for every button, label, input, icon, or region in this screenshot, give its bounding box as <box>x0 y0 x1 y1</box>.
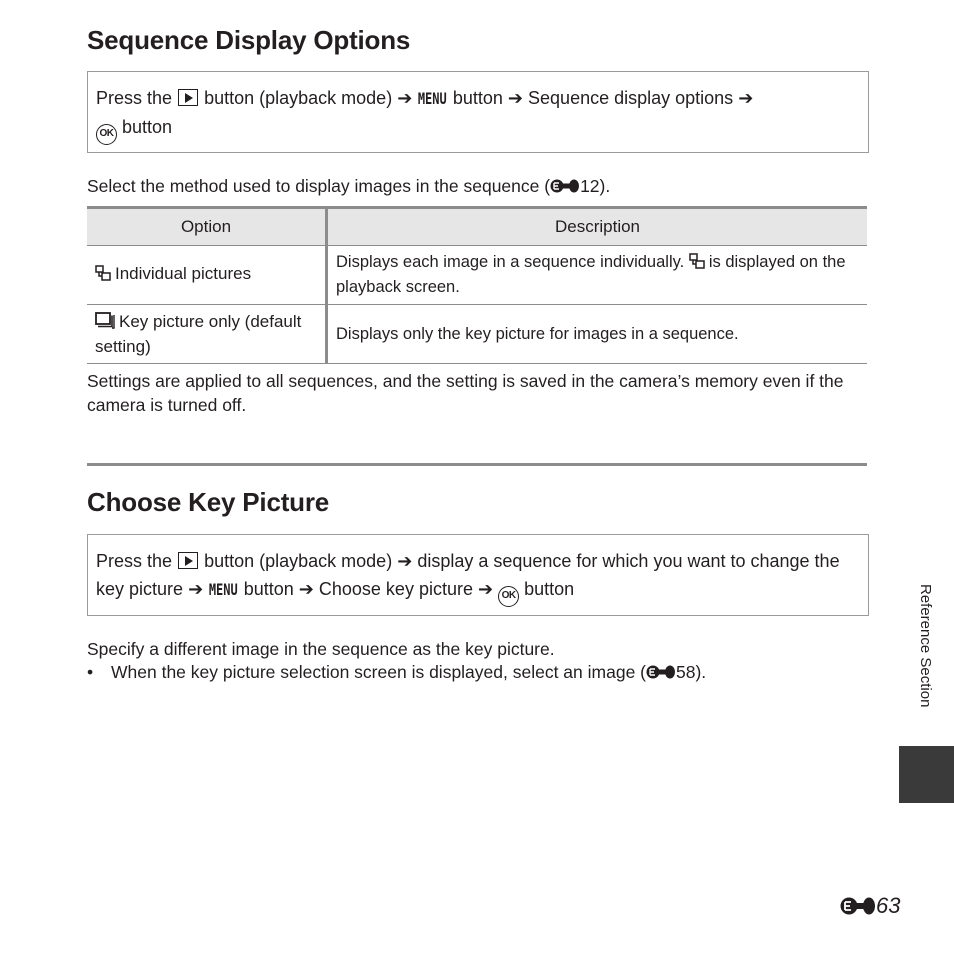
section-divider <box>87 463 867 466</box>
reference-section-icon <box>550 179 580 193</box>
ok-button-icon: OK <box>96 124 117 145</box>
nav-text: button <box>122 117 173 137</box>
arrow-right-icon: ➔ <box>397 88 413 108</box>
bullet-ref: 58 <box>676 662 696 682</box>
table-row <box>87 246 867 305</box>
nav-text: button <box>524 579 575 599</box>
intro-close: ). <box>599 176 611 196</box>
table-header-description: Description <box>327 208 868 246</box>
list-item <box>87 660 867 684</box>
option-label: Individual pictures <box>115 264 252 283</box>
description-cell <box>327 246 868 305</box>
intro-paragraph <box>87 174 867 198</box>
playback-button-icon <box>178 552 198 569</box>
sidebar-label: Reference Section <box>917 584 934 708</box>
nav-path-box-sequence <box>87 71 869 153</box>
options-table <box>87 206 867 364</box>
individual-pictures-icon <box>689 253 705 276</box>
option-cell <box>87 246 327 305</box>
section-title-choose-key-picture: Choose Key Picture <box>87 487 330 517</box>
option-label: Key picture only (default setting) <box>95 312 302 356</box>
table-row <box>87 305 867 364</box>
arrow-right-icon: ➔ <box>298 579 314 599</box>
nav-text: Sequence display options <box>528 88 734 108</box>
arrow-right-icon: ➔ <box>507 88 524 108</box>
nav-text: Press the <box>96 88 173 108</box>
nav-text: button (playback mode) <box>204 88 393 108</box>
description-text: Displays each image in a sequence individually. <box>336 253 685 271</box>
page-number-text: 63 <box>876 893 901 918</box>
option-cell <box>87 305 327 364</box>
individual-pictures-icon <box>95 265 111 286</box>
settings-note: Settings are applied to all sequences, and the setting is saved in the camera’s memory even if the camera is turned off. <box>87 371 844 415</box>
reference-section-icon <box>840 897 876 915</box>
nav-text: display a sequence for which you want to change the key picture <box>96 551 840 599</box>
arrow-right-icon: ➔ <box>188 579 204 599</box>
key-picture-intro: Specify a different image in the sequence as the key picture. <box>87 639 555 659</box>
nav-text: Choose key picture <box>318 579 473 599</box>
arrow-right-icon: ➔ <box>478 579 494 599</box>
reference-section-icon <box>646 665 676 679</box>
nav-text: button <box>452 88 503 108</box>
nav-text: Press the <box>96 551 173 571</box>
ok-button-icon: OK <box>498 586 519 607</box>
nav-text: button <box>243 579 294 599</box>
menu-button-icon: MENU <box>208 580 238 599</box>
bullet-text: When the key picture selection screen is displayed, select an image ( <box>111 662 646 682</box>
description-cell: Displays only the key picture for images in a sequence. <box>327 305 868 364</box>
description-text: is displayed on the playback screen. <box>336 253 846 296</box>
bullet-list <box>87 660 867 684</box>
intro-text: Select the method used to display images in the sequence ( <box>87 176 551 196</box>
menu-button-icon: MENU <box>418 89 448 108</box>
arrow-right-icon: ➔ <box>397 551 413 571</box>
sidebar-tab <box>899 746 954 803</box>
bullet-close: ). <box>695 662 707 682</box>
intro-ref: 12 <box>580 176 600 196</box>
arrow-right-icon: ➔ <box>738 88 754 108</box>
playback-button-icon <box>178 89 198 106</box>
nav-path-box-key-picture <box>87 534 869 616</box>
page-number <box>840 893 900 919</box>
table-header-option: Option <box>87 208 327 246</box>
section-title-sequence-display-options: Sequence Display Options <box>87 25 411 55</box>
key-picture-only-icon <box>95 312 115 335</box>
nav-text: button (playback mode) <box>204 551 393 571</box>
